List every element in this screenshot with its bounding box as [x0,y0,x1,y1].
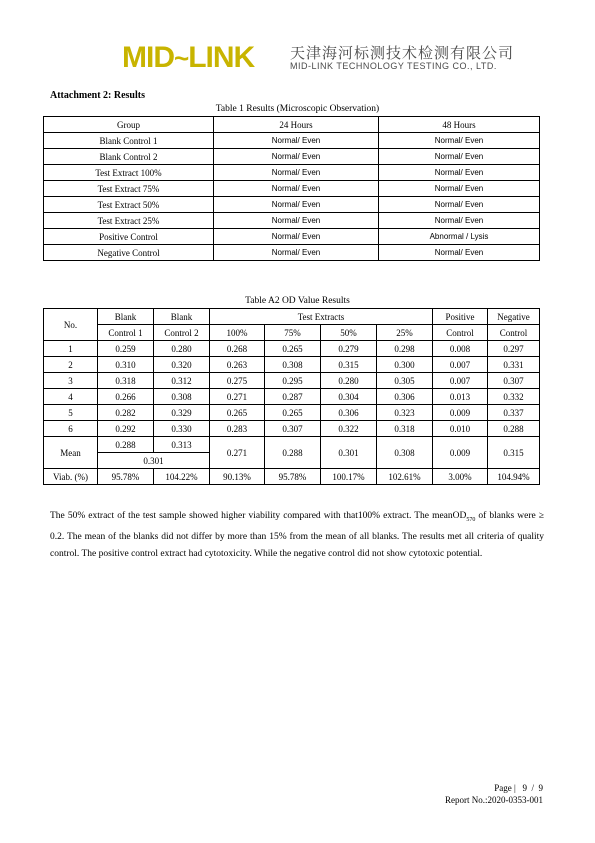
company-logo [122,40,515,76]
od-value-cell: 0.312 [154,373,210,389]
od-value-cell: 0.300 [377,357,433,373]
viability-label: Viab. (%) [44,469,98,485]
observation-cell: Normal/ Even [214,245,379,261]
od-value-cell: 0.271 [210,389,265,405]
od-value-cell: 0.305 [377,373,433,389]
report-number: Report No.:2020-0353-001 [445,795,543,805]
mean-label: Mean [44,437,98,469]
od-value-cell: 0.315 [321,357,377,373]
page-footer [445,782,543,806]
row-number-cell: 5 [44,405,98,421]
od-value-cell: 0.306 [321,405,377,421]
table-header-row [44,325,540,341]
paragraph-text-2: of blanks were ≥ 0.2. The mean of the blanks did not differ by more than 15% from the mean of all blanks. The results met all criteria of quality control. The positive control extract had cytotoxicity. While the negative control did not show cytotoxic potential. [50,511,545,559]
row-number-cell: 6 [44,421,98,437]
od-value-cell: 0.298 [377,341,433,357]
mean-blank2: 0.313 [154,437,210,453]
header-blank1-bottom: Control 1 [98,325,154,341]
mean-t100: 0.271 [210,437,265,469]
viability-cell: 104.94% [488,469,540,485]
header-group: Group [44,117,214,133]
od-value-cell: 0.332 [488,389,540,405]
viability-cell: 102.61% [377,469,433,485]
od-value-cell: 0.259 [98,341,154,357]
header-blank2-top: Blank [154,309,210,325]
mean-positive: 0.009 [433,437,488,469]
od-value-cell: 0.318 [377,421,433,437]
table-row [44,133,540,149]
observation-cell: Normal/ Even [214,133,379,149]
logo-mark-link: LINK [188,41,255,74]
od-value-cell: 0.265 [265,405,321,421]
table-row [44,245,540,261]
table1-caption: Table 1 Results (Microscopic Observation) [215,104,380,114]
od-value-cell: 0.007 [433,357,488,373]
observation-cell: Normal/ Even [214,229,379,245]
table-header-row [44,117,540,133]
observation-cell: Normal/ Even [379,245,540,261]
observation-cell: Normal/ Even [214,213,379,229]
observation-cell: Normal/ Even [379,213,540,229]
od-value-cell: 0.331 [488,357,540,373]
observation-cell: Normal/ Even [214,197,379,213]
od-value-cell: 0.323 [377,405,433,421]
viability-cell: 100.17% [321,469,377,485]
observation-cell: Normal/ Even [214,165,379,181]
od-value-cell: 0.010 [433,421,488,437]
table-row [44,389,540,405]
table-row [44,149,540,165]
od-value-cell: 0.265 [210,405,265,421]
group-cell: Blank Control 2 [44,149,214,165]
mean-t25: 0.308 [377,437,433,469]
table-row [44,213,540,229]
od-value-cell: 0.268 [210,341,265,357]
group-cell: Test Extract 100% [44,165,214,181]
group-cell: Positive Control [44,229,214,245]
viability-cell: 90.13% [210,469,265,485]
table-row [44,229,540,245]
row-number-cell: 4 [44,389,98,405]
header-blank1-top: Blank [98,309,154,325]
observation-cell: Normal/ Even [379,165,540,181]
table-row [44,165,540,181]
viability-row [44,469,540,485]
od-value-cell: 0.275 [210,373,265,389]
mean-row [44,437,540,453]
section-heading: Attachment 2: Results [50,90,145,101]
group-cell: Negative Control [44,245,214,261]
header-positive-top: Positive [433,309,488,325]
group-cell: Blank Control 1 [44,133,214,149]
header-25: 25% [377,325,433,341]
od-value-cell: 0.282 [98,405,154,421]
header-test-extracts: Test Extracts [210,309,433,325]
viability-cell: 104.22% [154,469,210,485]
logo-mark-mid: MID [122,41,174,74]
viability-cell: 3.00% [433,469,488,485]
conclusion-paragraph [50,508,544,563]
header-negative-top: Negative [488,309,540,325]
od-value-cell: 0.295 [265,373,321,389]
od-value-cell: 0.304 [321,389,377,405]
table-row [44,373,540,389]
viability-cell: 95.78% [98,469,154,485]
od-value-cell: 0.322 [321,421,377,437]
od-value-cell: 0.310 [98,357,154,373]
header-100: 100% [210,325,265,341]
od-value-cell: 0.287 [265,389,321,405]
od-value-cell: 0.280 [321,373,377,389]
od-value-cell: 0.008 [433,341,488,357]
header-24h: 24 Hours [214,117,379,133]
od-value-cell: 0.308 [265,357,321,373]
od-value-cell: 0.007 [433,373,488,389]
header-negative-bottom: Control [488,325,540,341]
od-value-cell: 0.280 [154,341,210,357]
od-value-cell: 0.307 [265,421,321,437]
row-number-cell: 2 [44,357,98,373]
od-subscript: 570 [466,516,476,523]
group-cell: Test Extract 50% [44,197,214,213]
observation-cell: Normal/ Even [379,149,540,165]
od-value-cell: 0.307 [488,373,540,389]
od-value-cell: 0.320 [154,357,210,373]
od-value-cell: 0.266 [98,389,154,405]
mean-blank-all: 0.301 [98,453,210,469]
header-no: No. [44,309,98,341]
mean-blank1: 0.288 [98,437,154,453]
od-value-cell: 0.265 [265,341,321,357]
od-value-cell: 0.283 [210,421,265,437]
od-value-cell: 0.306 [377,389,433,405]
table-row [44,181,540,197]
od-value-cell: 0.009 [433,405,488,421]
od-value-cell: 0.263 [210,357,265,373]
od-value-cell: 0.297 [488,341,540,357]
logo-mark [122,40,254,76]
mean-negative: 0.315 [488,437,540,469]
observation-cell: Normal/ Even [214,181,379,197]
table-row [44,421,540,437]
od-value-table [43,308,540,485]
observation-cell: Normal/ Even [379,197,540,213]
table-row [44,197,540,213]
header-75: 75% [265,325,321,341]
od-value-cell: 0.329 [154,405,210,421]
observation-cell: Normal/ Even [214,149,379,165]
group-cell: Test Extract 75% [44,181,214,197]
microscopic-results-table [43,116,540,261]
row-number-cell: 3 [44,373,98,389]
group-cell: Test Extract 25% [44,213,214,229]
od-value-cell: 0.318 [98,373,154,389]
observation-cell: Normal/ Even [379,181,540,197]
od-value-cell: 0.337 [488,405,540,421]
row-number-cell: 1 [44,341,98,357]
table-header-row [44,309,540,325]
table-row [44,405,540,421]
od-value-cell: 0.308 [154,389,210,405]
logo-chinese-name: 天津海河标测技术检测有限公司 [290,44,515,62]
od-value-cell: 0.292 [98,421,154,437]
header-48h: 48 Hours [379,117,540,133]
mean-t50: 0.301 [321,437,377,469]
observation-cell: Abnormal / Lysis [379,229,540,245]
od-value-cell: 0.013 [433,389,488,405]
table2-caption: Table A2 OD Value Results [245,296,350,306]
viability-cell: 95.78% [265,469,321,485]
header-blank2-bottom: Control 2 [154,325,210,341]
logo-english-name: MID-LINK TECHNOLOGY TESTING CO., LTD. [290,61,497,71]
table-row [44,357,540,373]
logo-wave-icon: ~ [174,43,189,73]
observation-cell: Normal/ Even [379,133,540,149]
page-number: Page | 9 / 9 [494,783,543,793]
od-value-cell: 0.279 [321,341,377,357]
header-50: 50% [321,325,377,341]
header-positive-bottom: Control [433,325,488,341]
od-value-cell: 0.330 [154,421,210,437]
table-row [44,341,540,357]
paragraph-text-1: The 50% extract of the test sample showed higher viability compared with that100% extract. The meanOD [50,511,467,521]
mean-t75: 0.288 [265,437,321,469]
od-value-cell: 0.288 [488,421,540,437]
